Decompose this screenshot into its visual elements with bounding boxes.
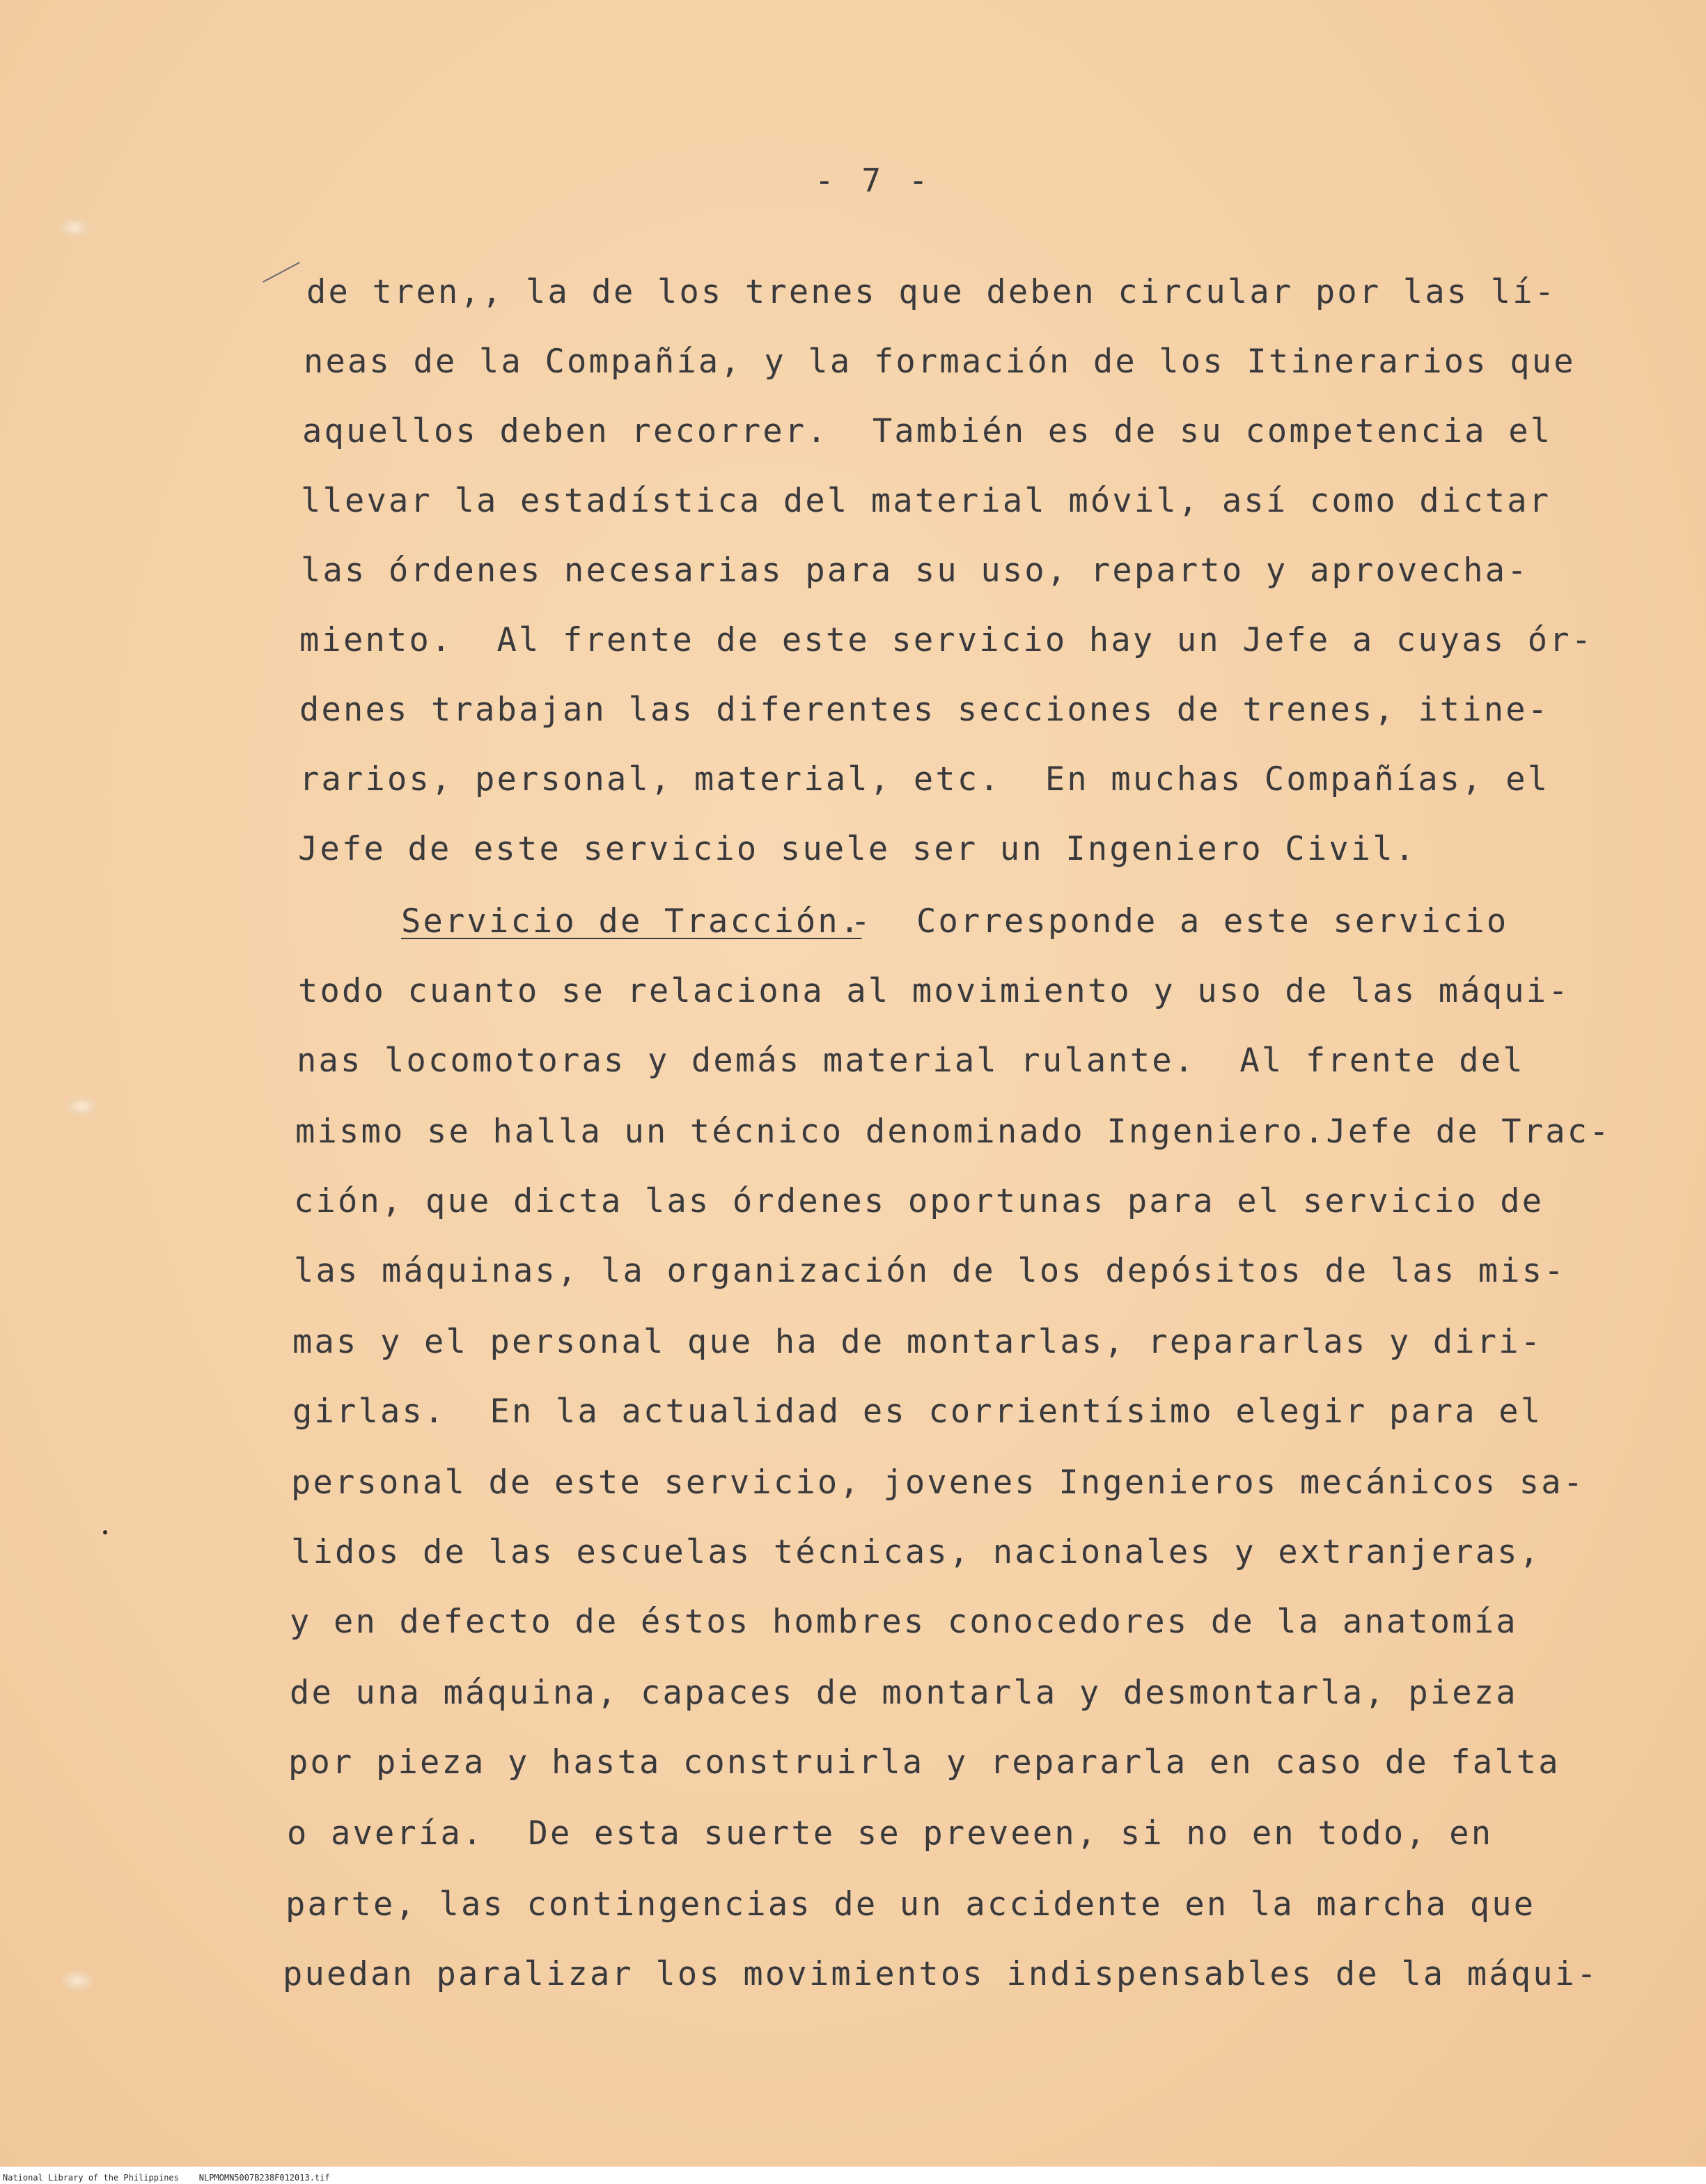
text-line: de una máquina, capaces de montarla y desmontarla, pieza — [290, 1674, 1518, 1712]
text-line: girlas. En la actualidad es corrientísimo elegir para el — [292, 1392, 1543, 1431]
page-number: - 7 - — [815, 162, 932, 199]
text-line: todo cuanto se relaciona al movimiento y uso de las máqui- — [298, 972, 1570, 1010]
text-line: denes trabajan las diferentes secciones de trenes, itine- — [299, 691, 1550, 729]
text-line: mismo se halla un técnico denominado Ingeniero.Jefe de Trac- — [295, 1113, 1611, 1151]
text-line: puedan paralizar los movimientos indispensables de la máqui- — [283, 1955, 1599, 1993]
text-line: miento. Al frente de este servicio hay un Jefe a cuyas ór- — [299, 621, 1594, 659]
text-line: llevar la estadística del material móvil, así como dictar — [301, 482, 1551, 520]
text-line: lidos de las escuelas técnicas, nacionales y extranjeras, — [291, 1533, 1542, 1571]
scan-footer-label: National Library of the Philippines NLPMOMN5007B238F012013.tif — [3, 2173, 330, 2183]
text-line: y en defecto de éstos hombres conocedores de la anatomía — [290, 1603, 1518, 1641]
text-line: las máquinas, la organización de los depósitos de las mis- — [294, 1252, 1566, 1290]
text-line: o avería. De esta suerte se preveen, si no en todo, en — [287, 1814, 1494, 1853]
section-heading: Servicio de Tracción. — [401, 902, 862, 941]
text-line: de tren,, la de los trenes que deben circular por las lí- — [306, 273, 1557, 311]
text-line: neas de la Compañía, y la formación de los Itinerarios que — [304, 343, 1576, 381]
text-line: mas y el personal que ha de montarlas, repararlas y diri- — [292, 1323, 1543, 1361]
text-line: las órdenes necesarias para su uso, reparto y aprovecha- — [301, 551, 1529, 590]
text-line: por pieza y hasta construirla y repararla en caso de falta — [288, 1743, 1560, 1782]
text-line: ción, que dicta las órdenes oportunas para el servicio de — [294, 1182, 1544, 1220]
text-line: nas locomotoras y demás material rulante. Al frente del — [297, 1042, 1525, 1080]
text-line: parte, las contingencias de un accidente en la marcha que — [285, 1885, 1536, 1924]
text-line: personal de este servicio, jovenes Ingenieros mecánicos sa- — [291, 1463, 1586, 1502]
section-heading-rest: - Corresponde a este servicio — [829, 902, 1509, 941]
punch-hole-top — [58, 217, 91, 238]
text-line: aquellos deben recorrer. También es de su competencia el — [302, 412, 1553, 450]
ink-dot — [103, 1530, 107, 1534]
text-line: rarios, personal, material, etc. En muchas Compañías, el — [299, 760, 1550, 799]
punch-hole-middle — [65, 1096, 97, 1117]
text-line: Jefe de este servicio suele ser un Ingeniero Civil. — [298, 830, 1417, 868]
punch-hole-bottom — [61, 1970, 93, 1991]
